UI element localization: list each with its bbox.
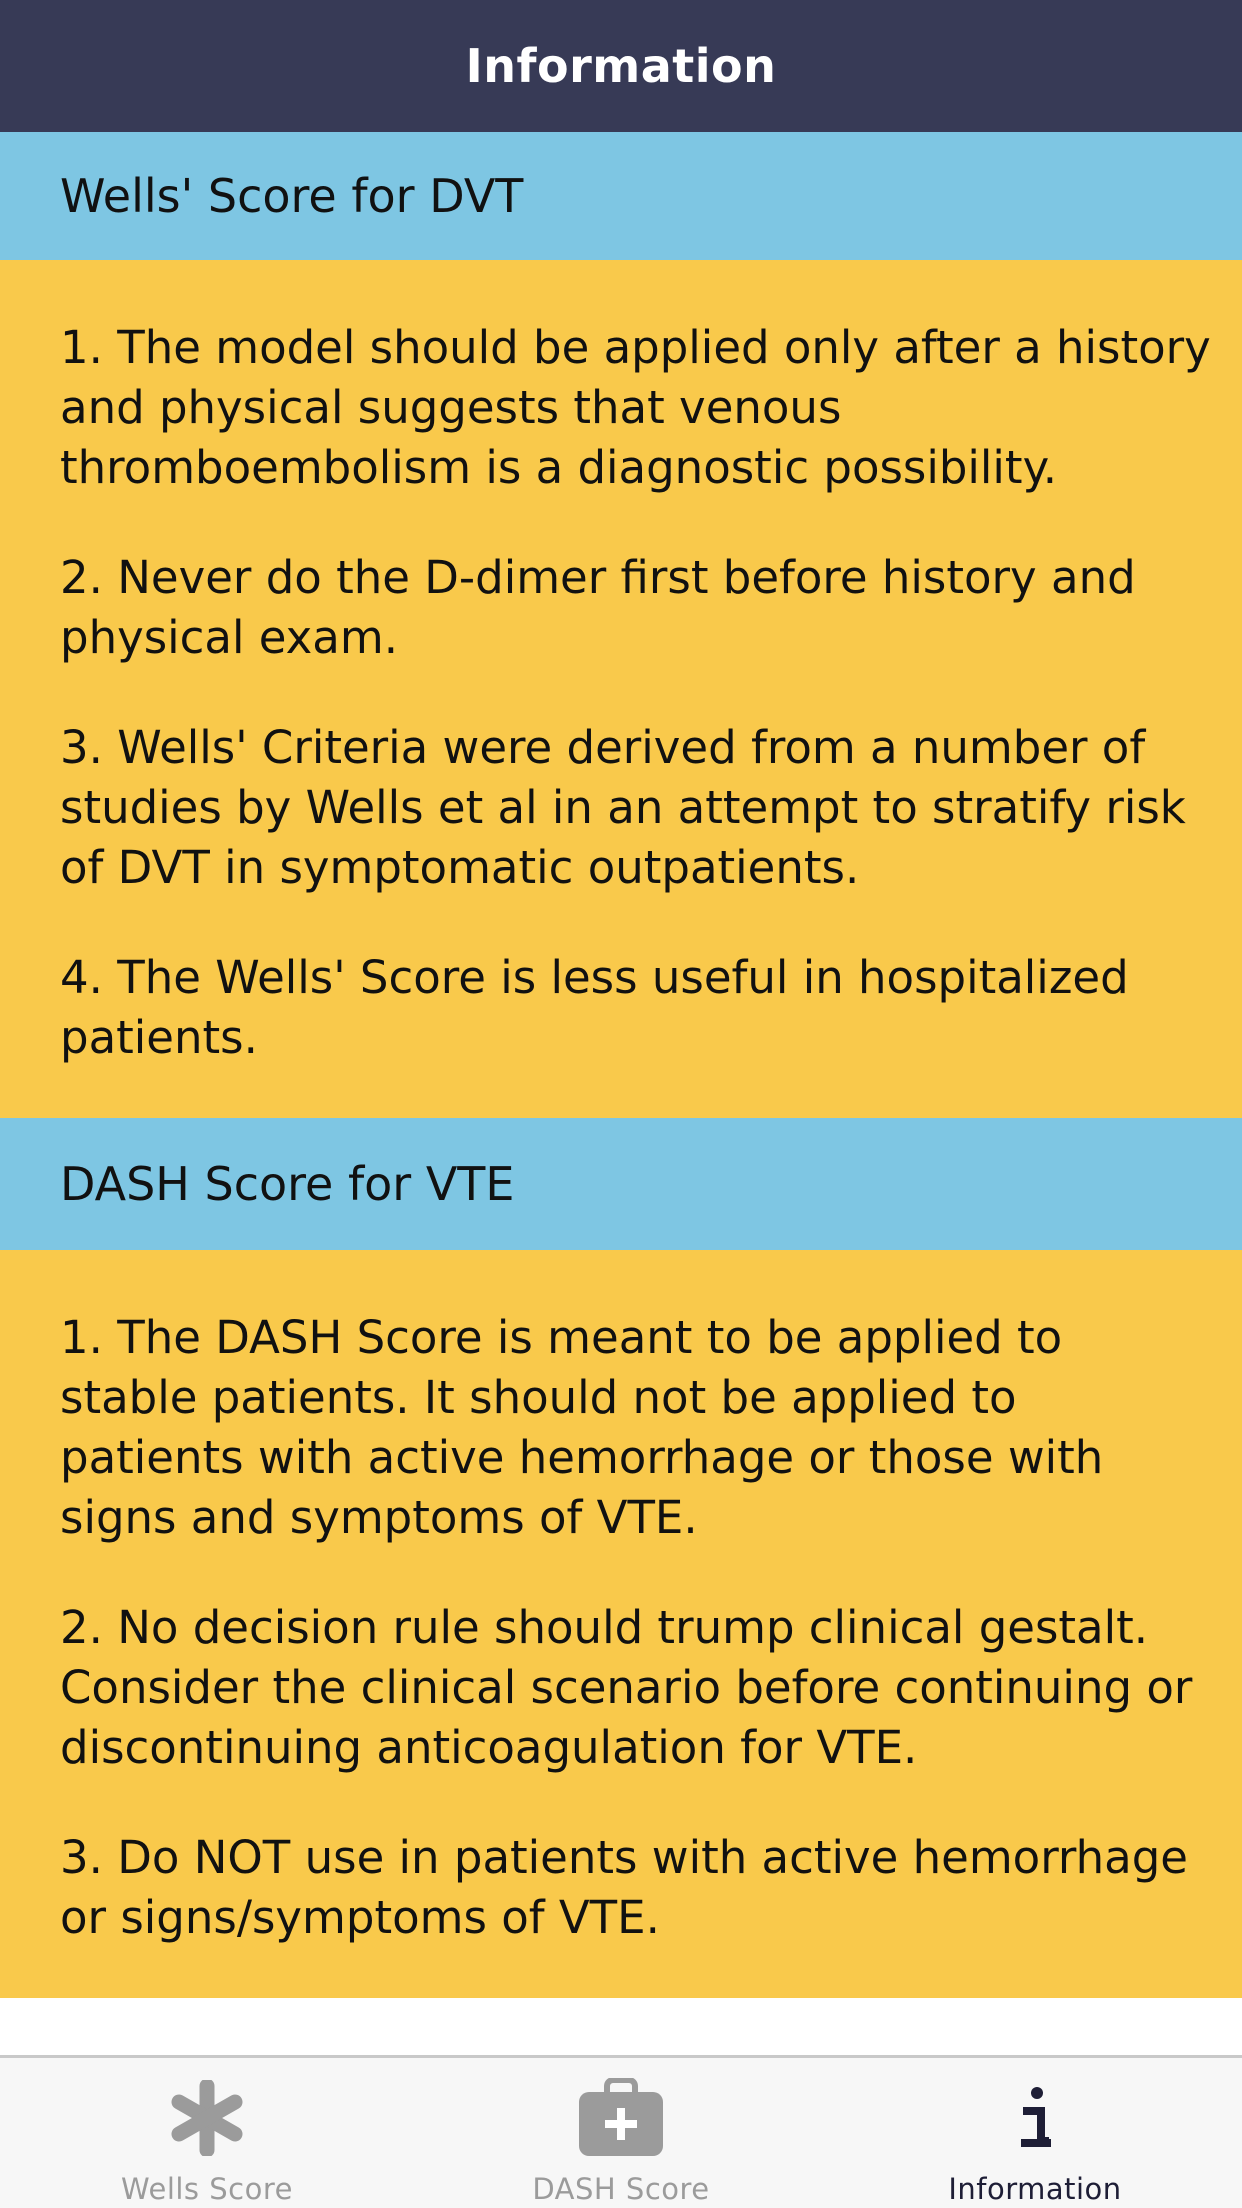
dash-note-3: 3. Do NOT use in patients with active hemorrhage or signs/symptoms of VTE. [60, 1831, 1188, 1944]
section-title-dash: DASH Score for VTE [60, 1157, 515, 1211]
tab-information[interactable] [828, 2058, 1242, 2208]
wells-note-4: 4. The Wells' Score is less useful in hospitalized patients. [60, 951, 1129, 1064]
section-body-wells [0, 260, 1242, 1118]
section-header-dash [0, 1118, 1242, 1250]
medical-kit-icon [576, 2078, 666, 2158]
wells-note-1: 1. The model should be applied only after a history and physical suggests that venous thromboembolism is a diagnostic possibility. [60, 321, 1211, 494]
section-header-wells [0, 132, 1242, 260]
tab-label-dash-score: DASH Score [532, 2172, 710, 2206]
wells-note-2: 2. Never do the D-dimer first before history and physical exam. [60, 551, 1136, 664]
asterisk-icon [162, 2078, 252, 2158]
dash-note-2: 2. No decision rule should trump clinical gestalt. Consider the clinical scenario before continuing or discontinuing anticoagulation for VTE. [60, 1601, 1193, 1774]
tab-wells-score[interactable] [0, 2058, 414, 2208]
section-body-dash [0, 1250, 1242, 1998]
dash-note-1: 1. The DASH Score is meant to be applied to stable patients. It should not be applied to patients with active hemorrhage or those with signs and symptoms of VTE. [60, 1311, 1104, 1544]
section-title-wells: Wells' Score for DVT [60, 169, 524, 223]
info-icon [990, 2078, 1080, 2158]
tab-label-information: Information [948, 2172, 1122, 2206]
navigation-bar [0, 0, 1242, 132]
tab-label-wells-score: Wells Score [121, 2172, 293, 2206]
page-title: Information [465, 39, 777, 93]
info-content[interactable] [0, 132, 1242, 1998]
tab-bar [0, 2055, 1242, 2208]
tab-dash-score[interactable] [414, 2058, 828, 2208]
wells-note-3: 3. Wells' Criteria were derived from a number of studies by Wells et al in an attempt to stratify risk of DVT in symptomatic outpatients. [60, 721, 1186, 894]
